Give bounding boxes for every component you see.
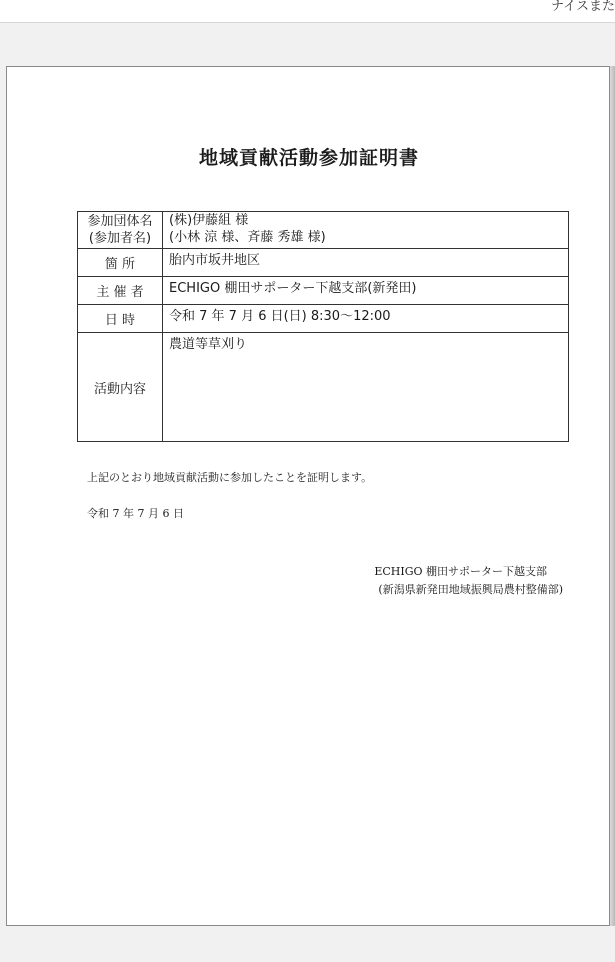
value-participants-line2: (小林 涼 様、斉藤 秀雄 様) <box>169 230 326 245</box>
value-datetime: 令和 7 年 7 月 6 日(日) 8:30〜12:00 <box>163 305 569 333</box>
certification-statement: 上記のとおり地域貢献活動に参加したことを証明します。 <box>87 471 373 484</box>
value-activity: 農道等草刈り <box>163 333 569 442</box>
label-participants <box>78 212 163 249</box>
table-row-activity <box>78 333 569 442</box>
table-row-organizer <box>78 277 569 305</box>
info-table <box>77 211 569 442</box>
label-organizer: 主 催 者 <box>78 277 163 305</box>
page-edge-shadow <box>610 66 615 926</box>
value-organizer: ECHIGO 棚田サポーター下越支部(新発田) <box>163 277 569 305</box>
topbar-text: ナイスまた <box>551 0 615 14</box>
label-activity: 活動内容 <box>78 333 163 442</box>
document-title: 地域貢献活動参加証明書 <box>198 147 419 169</box>
table-row-participants <box>78 212 569 249</box>
table-row-location <box>78 249 569 277</box>
issuer-department: (新潟県新発田地域振興局農村整備部) <box>378 583 563 596</box>
value-participants <box>163 212 569 249</box>
document-page <box>6 66 610 926</box>
label-datetime: 日 時 <box>78 305 163 333</box>
label-participants-line1: 参加団体名 <box>87 214 153 229</box>
value-participants-line1: (株)伊藤組 様 <box>169 213 249 228</box>
table-row-datetime <box>78 305 569 333</box>
issuer-name: ECHIGO 棚田サポーター下越支部 <box>374 565 547 578</box>
issue-date: 令和 7 年 7 月 6 日 <box>87 507 184 520</box>
viewer-topbar <box>0 0 615 23</box>
value-location: 胎内市坂井地区 <box>163 249 569 277</box>
label-participants-line2: (参加者名) <box>88 231 152 246</box>
label-location: 箇 所 <box>78 249 163 277</box>
